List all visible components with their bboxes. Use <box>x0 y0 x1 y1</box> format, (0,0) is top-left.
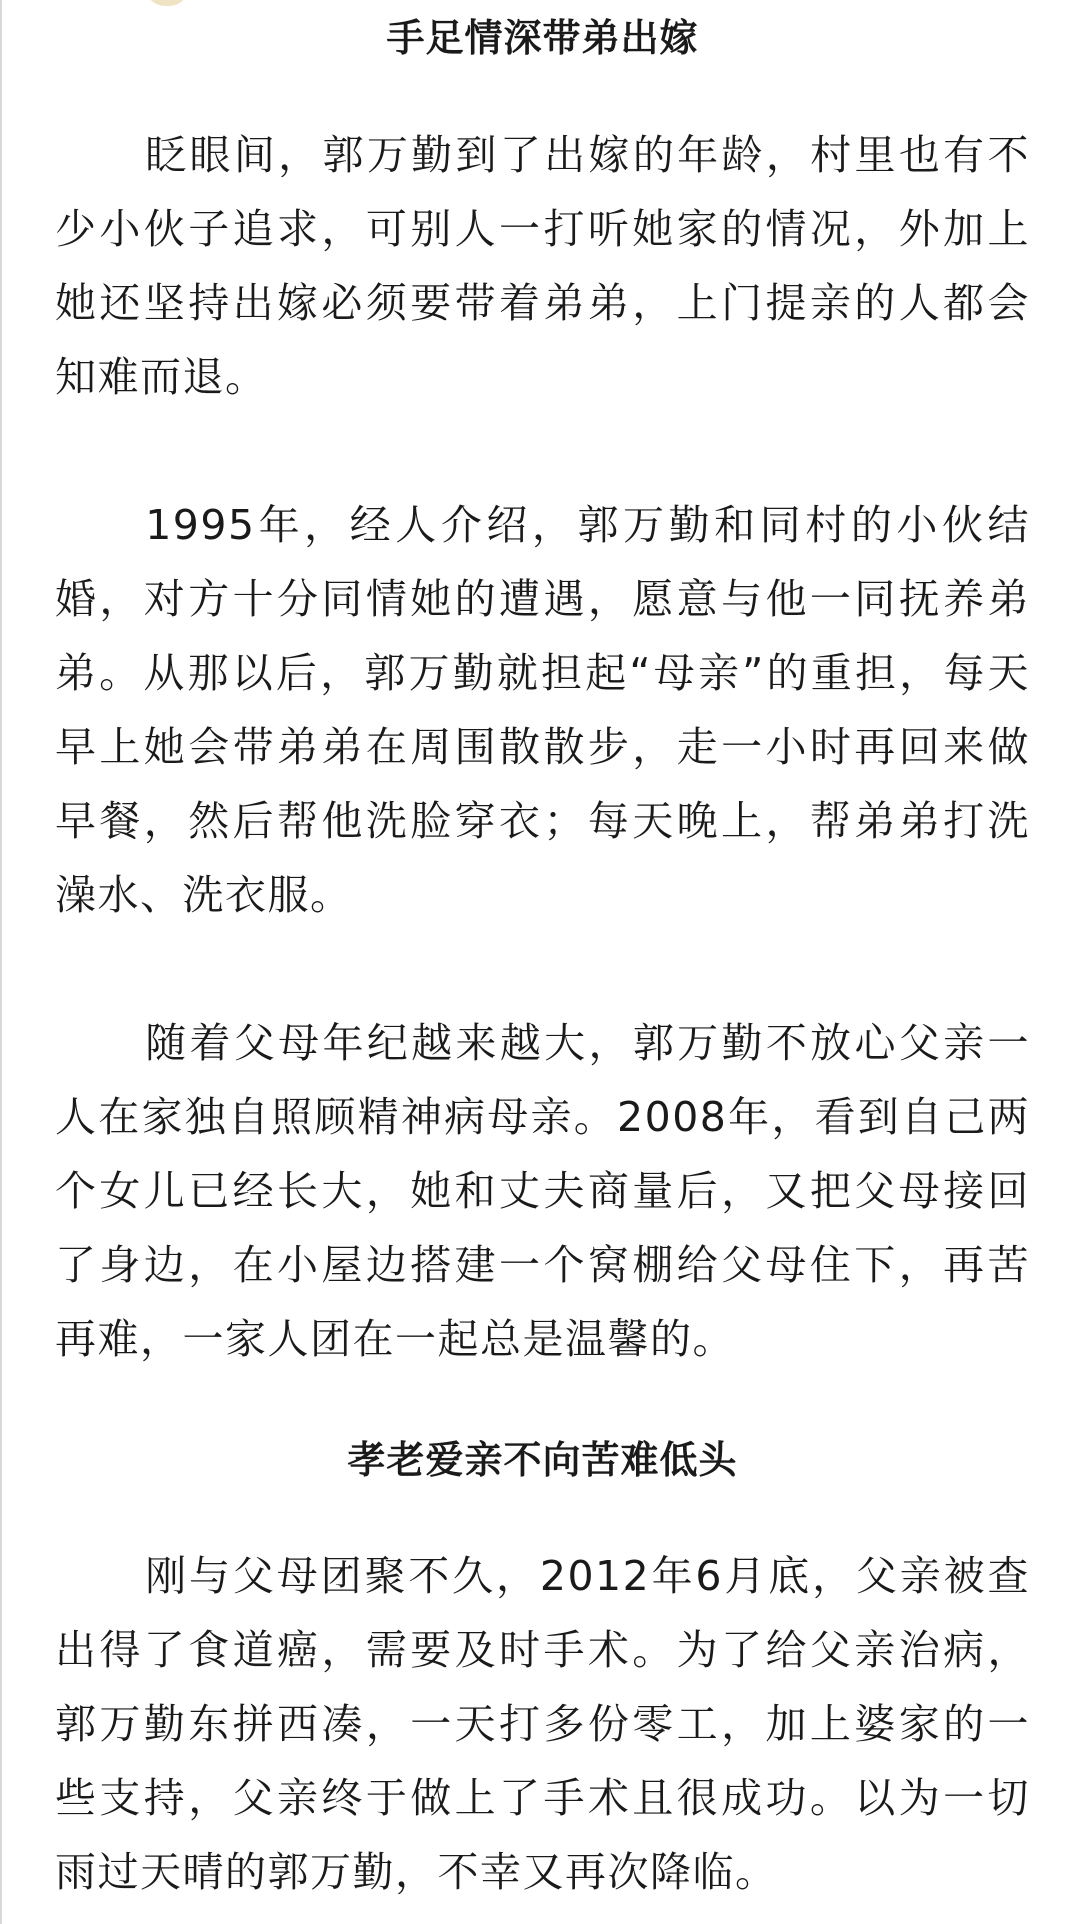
section-heading: 孝老爱亲不向苦难低头 <box>347 1437 738 1482</box>
paragraph: 1995年，经人介绍，郭万勤和同村的小伙结婚，对方十分同情她的遭遇，愿意与他一同抚养弟弟。从那以后，郭万勤就担起“母亲”的重担，每天早上她会带弟弟在周围散散步，走一小时再回来做早餐，然后帮他洗脸穿衣；每天晚上，帮弟弟打洗澡水、洗衣服。 <box>55 500 1030 919</box>
paragraph: 随着父母年纪越来越大，郭万勤不放心父亲一人在家独自照顾精神病母亲。2008年，看到自己两个女儿已经长大，她和丈夫商量后，又把父母接回了身边，在小屋边搭建一个窝棚给父母住下，再苦再难，一家人团在一起总是温馨的。 <box>55 1018 1030 1363</box>
paragraph: 眨眼间，郭万勤到了出嫁的年龄，村里也有不少小伙子追求，可别人一打听她家的情况，外加上她还坚持出嫁必须要带着弟弟，上门提亲的人都会知难而退。 <box>55 130 1030 401</box>
paragraph: 刚与父母团聚不久，2012年6月底，父亲被查出得了食道癌，需要及时手术。为了给父亲治病，郭万勤东拼西凑，一天打多份零工，加上婆家的一些支持，父亲终于做上了手术且很成功。以为一切雨过天晴的郭万勤，不幸又再次降临。 <box>55 1552 1030 1897</box>
article-body <box>55 0 1030 1909</box>
left-border-line <box>0 0 2 1924</box>
section-heading: 手足情深带弟出嫁 <box>386 16 699 60</box>
